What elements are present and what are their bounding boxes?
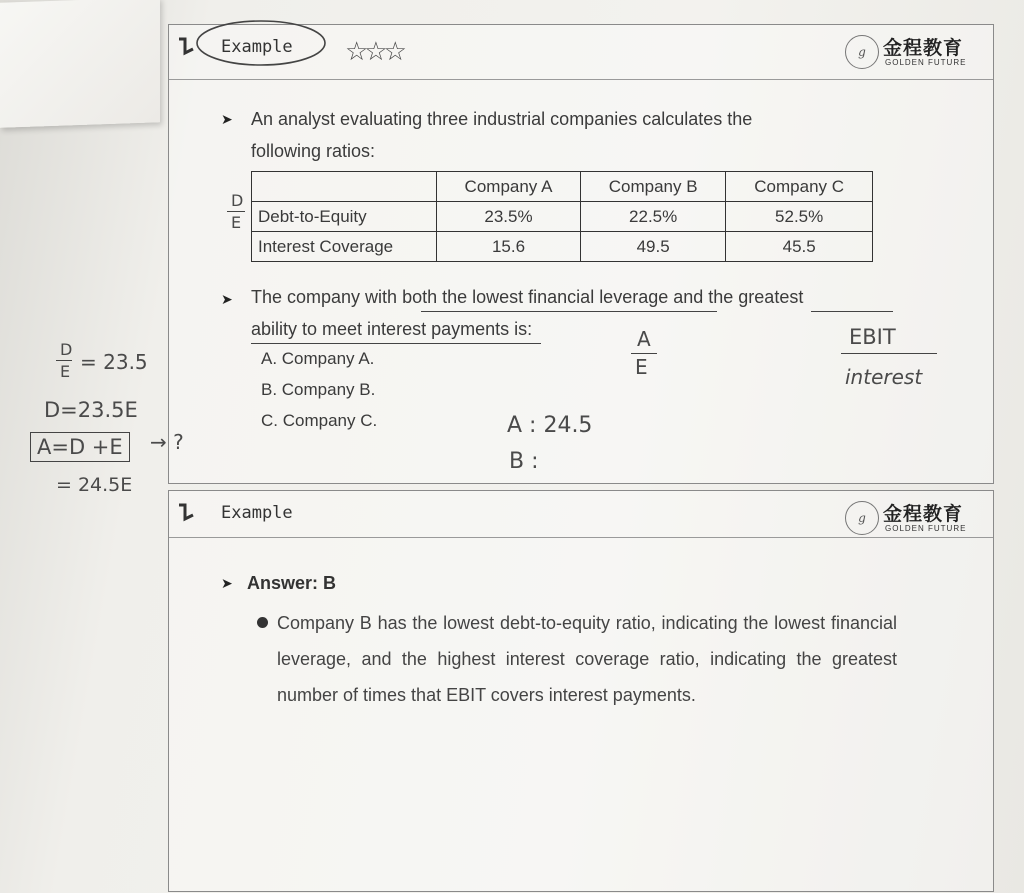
hand-stars: ☆☆☆ xyxy=(345,37,403,67)
table-cell: 49.5 xyxy=(580,232,725,262)
table-cell: 45.5 xyxy=(726,232,873,262)
hand-b-value: B : xyxy=(509,449,539,474)
option-c: C. Company C. xyxy=(261,411,378,430)
folded-paper-corner xyxy=(0,0,160,128)
hand-fraction-bar xyxy=(631,353,657,354)
slide-header xyxy=(169,25,993,80)
hand-mid-denominator: E xyxy=(635,355,648,379)
hand-interest: interest xyxy=(845,365,923,389)
table-row xyxy=(252,202,873,232)
table-header-cell: Company A xyxy=(437,172,581,202)
hand-mid-numerator: A xyxy=(637,327,651,351)
question-intro-line1: An analyst evaluating three industrial companies calculates the xyxy=(251,109,753,129)
hand-a-value: A : 24.5 xyxy=(507,413,593,438)
slide-title: Example xyxy=(221,503,293,523)
hand-underline xyxy=(251,343,541,344)
hand-underline xyxy=(421,311,717,312)
hand-circle-around-title xyxy=(191,15,331,75)
hand-left-arrow: → ? xyxy=(150,430,184,454)
hand-de-numerator: D xyxy=(231,191,244,210)
logo-chinese-text: 金程教育 xyxy=(883,503,964,525)
question-line1: The company with both the lowest financial leverage and the greatest xyxy=(251,287,804,307)
table-cell: 15.6 xyxy=(437,232,581,262)
table-header-cell: Company B xyxy=(580,172,725,202)
bullet-dot-icon xyxy=(257,617,268,628)
table-header-cell: Company C xyxy=(726,172,873,202)
bullet-arrow-icon: ➤ xyxy=(221,111,233,127)
logo-emblem-icon: g xyxy=(845,35,879,69)
hand-left-line1: = 23.5 xyxy=(80,350,148,374)
hand-left-boxed: A=D +E xyxy=(30,432,130,462)
logo-english-text: GOLDEN FUTURE xyxy=(885,58,967,67)
table-cell: 22.5% xyxy=(580,202,725,232)
logo-english-text: GOLDEN FUTURE xyxy=(885,524,967,533)
question-line2: ability to meet interest payments is: xyxy=(251,319,533,339)
hand-left-line3: = 24.5E xyxy=(56,474,133,496)
bullet-arrow-icon: ➤ xyxy=(221,575,233,591)
row-label: Interest Coverage xyxy=(252,232,437,262)
table-cell: 52.5% xyxy=(726,202,873,232)
option-b: B. Company B. xyxy=(261,380,376,399)
table-row xyxy=(252,232,873,262)
ratios-table xyxy=(251,171,873,262)
question-intro-line2: following ratios: xyxy=(251,141,376,161)
logo-emblem-icon: g xyxy=(845,501,879,535)
hand-left-denominator: E xyxy=(60,362,71,381)
example-slide-question xyxy=(168,24,994,484)
answer-label: Answer: B xyxy=(247,573,337,593)
hand-left-line2: D=23.5E xyxy=(44,398,138,422)
example-slide-answer xyxy=(168,490,994,892)
row-label: Debt-to-Equity xyxy=(252,202,437,232)
logo-chinese-text: 金程教育 xyxy=(883,37,964,59)
company-logo xyxy=(845,499,975,539)
company-logo xyxy=(845,33,975,73)
hand-underline xyxy=(811,311,893,312)
hand-fraction-bar xyxy=(227,211,245,212)
option-a: A. Company A. xyxy=(261,349,375,368)
hand-ebit: EBIT xyxy=(849,325,896,349)
bullet-arrow-icon: ➤ xyxy=(221,291,233,307)
table-header-row xyxy=(252,172,873,202)
header-mark-icon xyxy=(177,503,195,523)
hand-de-denominator: E xyxy=(231,213,242,232)
answer-explanation: Company B has the lowest debt-to-equity ratio, indicating the lowest financial leverage, and the highest interest coverage ratio, indicating the greatest number of times that EBIT covers interest payments. xyxy=(277,613,897,705)
slide-title: Example xyxy=(221,37,293,57)
hand-fraction-bar xyxy=(56,360,72,361)
hand-left-numerator: D xyxy=(60,340,73,359)
table-cell: 23.5% xyxy=(437,202,581,232)
hand-fraction-bar xyxy=(841,353,937,354)
slide-header xyxy=(169,491,993,538)
table-header-cell xyxy=(252,172,437,202)
